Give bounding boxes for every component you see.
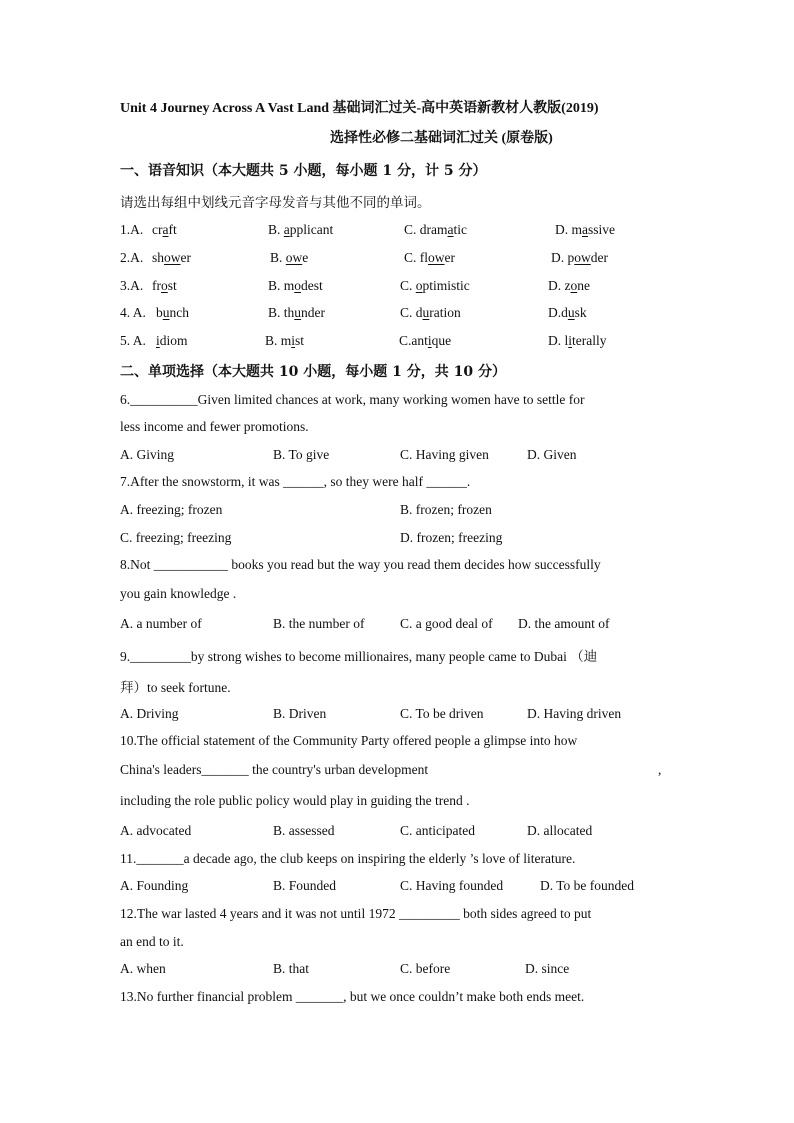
word-part: er [444,250,456,265]
q7-options-row2 [0,530,794,550]
q12-option-b: B. that [273,961,309,976]
word-part: terally [572,333,607,348]
q7-option-c: C. freezing; freezing [120,530,232,545]
q8-option-a: A. a number of [120,616,202,631]
word-part: B. [270,250,286,265]
option-b [265,333,304,349]
option-b [268,278,323,294]
phonetics-question-2 [0,250,794,270]
q8-option-d: D. the amount of [518,616,610,631]
q11-option-d: D. To be founded [540,878,635,893]
document-title-line1: Unit 4 Journey Across A Vast Land 基础词汇过关-高中英语新教材人教版(2019) [120,101,599,116]
option-a [152,278,177,294]
phonetics-question-3 [0,278,794,298]
q11-option-c: C. Having founded [400,878,504,893]
q6-stem-line1: 6.__________Given limited chances at work, many working women have to settle for [120,392,585,407]
option-d [548,305,587,321]
underlined-vowel: ow [428,250,445,265]
q12-option-d: D. since [525,961,570,976]
q6-option-b: B. To give [273,447,330,462]
underlined-vowel: i [156,333,160,348]
word-part: B. th [268,305,295,320]
q10-options [0,823,794,843]
q8-options [0,616,794,636]
q9-option-b: B. Driven [273,706,327,721]
q9-option-d: D. Having driven [527,706,622,721]
phonetics-question-4 [0,305,794,325]
section2-heading: 二、单项选择（本大题共 10 小题，每小题 1 分，共 10 分） [120,364,506,380]
word-part: C. [400,278,416,293]
underlined-vowel: u [422,305,430,320]
document-title-line2: 选择性必修二基础词汇过关 (原卷版) [330,131,553,146]
option-c [399,333,451,349]
word-part: st [167,278,177,293]
underlined-vowel: a [283,222,290,237]
q9-stem-line2: 拜）to seek fortune. [120,680,231,695]
question-number: 4. A. [120,305,146,320]
word-part: ne [577,278,590,293]
q6-option-a: A. Giving [120,447,174,462]
q6-option-c: C. Having given [400,447,489,462]
option-d [548,333,607,349]
word-part: der [590,250,608,265]
underlined-vowel: o [415,278,423,293]
q10-option-a: A. advocated [120,823,192,838]
q11-option-b: B. Founded [273,878,337,893]
underlined-vowel: u [294,305,302,320]
q6-options [0,447,794,467]
underlined-vowel: a [162,222,169,237]
word-part: ssive [588,222,615,237]
option-a [156,333,188,349]
q9-stem-line1: 9._________by strong wishes to become millionaires, many people came to Dubai （迪 [120,649,598,664]
question-number: 2.A. [120,250,144,265]
underlined-vowel: o [161,278,168,293]
word-part: cr [152,222,163,237]
q7-stem: 7.After the snowstorm, it was ______, so they were half ______. [120,474,471,489]
q10-option-d: D. allocated [527,823,593,838]
underlined-vowel: u [567,305,575,320]
word-part: pplicant [289,222,334,237]
q8-option-c: C. a good deal of [400,616,493,631]
word-part: C. dram [404,222,448,237]
word-part: sk [574,305,587,320]
question-number: 3.A. [120,278,144,293]
q10-stem-line2: China's leaders_______ the country's urban development [120,762,429,777]
word-part: diom [159,333,188,348]
word-part: ft [168,222,177,237]
option-a [152,250,191,266]
q13-stem: 13.No further financial problem _______, but we once couldn’t make both ends meet. [120,989,585,1004]
option-b [268,222,333,238]
q6-option-d: D. Given [527,447,577,462]
option-a [152,222,177,238]
underlined-vowel: u [162,305,170,320]
q7-option-a: A. freezing; frozen [120,502,223,517]
underlined-vowel: i [291,333,296,348]
q9-options [0,706,794,726]
word-part: ptimistic [422,278,470,293]
underlined-vowel: ow [164,250,181,265]
word-part: C. d [400,305,423,320]
word-part: B. m [265,333,292,348]
word-part: D. m [555,222,582,237]
word-part: C. fl [404,250,429,265]
q10-stem-line3: including the role public policy would play in guiding the trend . [120,793,470,808]
q9-option-c: C. To be driven [400,706,484,721]
underlined-vowel: i [568,333,573,348]
q7-option-d: D. frozen; freezing [400,530,503,545]
option-b [270,250,308,266]
q12-option-a: A. when [120,961,166,976]
q11-option-a: A. Founding [120,878,189,893]
word-part: b [156,305,163,320]
underlined-vowel: o [294,278,302,293]
section1-heading: 一、语音知识（本大题共 5 小题，每小题 1 分，计 5 分） [120,163,487,179]
word-part: er [180,250,192,265]
word-part: dest [301,278,323,293]
phonetics-question-1 [0,222,794,242]
word-part: sh [152,250,165,265]
word-part: D. z [548,278,571,293]
underlined-vowel: i [427,333,432,348]
q7-options-row1 [0,502,794,522]
q12-options [0,961,794,981]
question-number: 5. A. [120,333,146,348]
word-part: que [431,333,452,348]
word-part: tic [453,222,467,237]
underlined-vowel: o [570,278,578,293]
option-d [551,250,608,266]
underlined-vowel: ow [574,250,591,265]
word-part: B. m [268,278,295,293]
q9-option-a: A. Driving [120,706,179,721]
word-part: e [302,250,309,265]
word-part: D. p [551,250,575,265]
q12-option-c: C. before [400,961,451,976]
q12-stem-line1: 12.The war lasted 4 years and it was not until 1972 _________ both sides agreed to put [120,906,592,921]
question-number: 1.A. [120,222,144,237]
q10-stem-comma: , [658,762,662,777]
option-a [156,305,189,321]
underlined-vowel: a [447,222,454,237]
underlined-vowel: ow [285,250,303,265]
option-c [404,222,467,238]
option-d [548,278,590,294]
q10-option-b: B. assessed [273,823,335,838]
q10-option-c: C. anticipated [400,823,475,838]
word-part: D. l [548,333,569,348]
word-part: nch [169,305,189,320]
option-d [555,222,615,238]
q11-stem: 11._______a decade ago, the club keeps on inspiring the elderly ’s love of literature. [120,851,576,866]
q8-option-b: B. the number of [273,616,365,631]
q10-stem-line1: 10.The official statement of the Community Party offered people a glimpse into how [120,733,578,748]
option-c [404,250,455,266]
word-part: C.ant [399,333,428,348]
q6-stem-line2: less income and fewer promotions. [120,419,309,434]
option-b [268,305,325,321]
q11-options [0,878,794,898]
word-part: st [295,333,305,348]
word-part: fr [152,278,161,293]
q8-stem-line2: you gain knowledge . [120,586,237,601]
word-part: nder [301,305,326,320]
option-c [400,278,470,294]
word-part: ration [429,305,461,320]
q8-stem-line1: 8.Not ___________ books you read but the way you read them decides how successfully [120,557,601,572]
word-part: D.d [548,305,568,320]
section1-instruction: 请选出每组中划线元音字母发音与其他不同的单词。 [120,195,431,210]
q12-stem-line2: an end to it. [120,934,184,949]
q7-option-b: B. frozen; frozen [400,502,492,517]
word-part: B. [268,222,284,237]
phonetics-question-5 [0,333,794,353]
underlined-vowel: a [582,222,588,237]
option-c [400,305,461,321]
